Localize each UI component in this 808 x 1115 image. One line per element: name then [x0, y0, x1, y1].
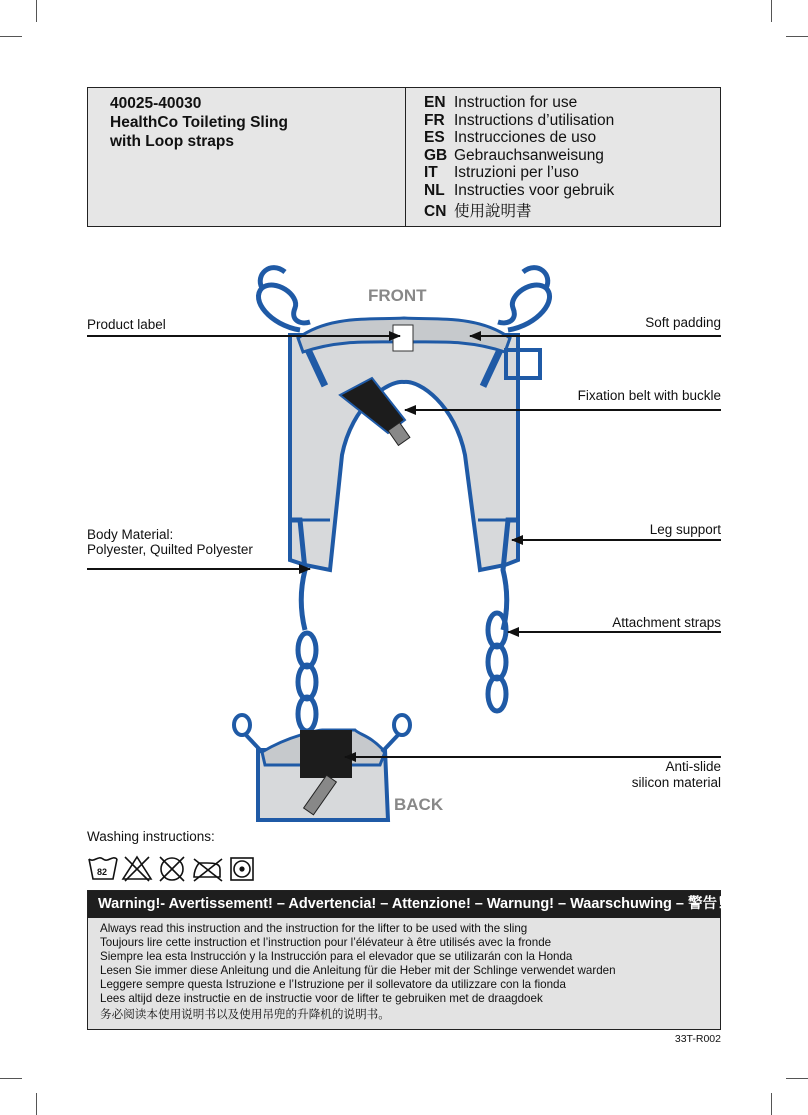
- no-iron-icon: [194, 859, 222, 881]
- back-label: BACK: [394, 795, 444, 814]
- warning-line: Lesen Sie immer diese Anleitung und die Anleitung für die Heber mit der Schlinge verwendet warden: [100, 964, 616, 977]
- back-view: [234, 715, 410, 820]
- crop-mark: [786, 36, 808, 37]
- header-box: [87, 87, 721, 227]
- washing-symbols: [87, 853, 257, 883]
- crop-mark: [771, 0, 772, 22]
- callout-fixation-belt: Fixation belt with buckle: [577, 388, 721, 403]
- svg-text:82: 82: [97, 867, 108, 877]
- warning-box: [87, 890, 751, 1030]
- language-row: [424, 164, 579, 182]
- lang-code: NL: [424, 181, 445, 199]
- lang-code: ES: [424, 129, 445, 146]
- callout-product-label: Product label: [87, 317, 166, 332]
- lang-text: Instrucciones de uso: [454, 129, 597, 146]
- top-left-loop-strap: [258, 268, 310, 330]
- crop-mark: [771, 1093, 772, 1115]
- lang-code: EN: [424, 94, 446, 111]
- language-row: [424, 199, 532, 221]
- crop-mark: [36, 1093, 37, 1115]
- callout-body-material-detail: Polyester, Quilted Polyester: [87, 542, 253, 557]
- lang-text: Instruction for use: [454, 94, 578, 111]
- crop-mark: [0, 36, 22, 37]
- language-row: [424, 147, 604, 165]
- product-name: HealthCo Toileting Sling: [110, 114, 288, 131]
- lang-code: FR: [424, 111, 445, 129]
- product-label-tag: [393, 325, 413, 351]
- no-dryclean-icon: [160, 857, 184, 881]
- washing-title: Washing instructions:: [87, 829, 215, 844]
- warning-line: Siempre lea esta Instrucción y la Instrucción para el elevador que se utilizarán con la Honda: [100, 950, 573, 963]
- warning-line: Toujours lire cette instruction et l’instruction pour l’élévateur à être utilisés avec la fronde: [100, 936, 552, 949]
- callout-anti-slide-detail: silicon material: [631, 775, 721, 790]
- warning-line: Leggere sempre questa Istruzione e l’Istruzione per il sollevatore da utilizzare con la fionda: [100, 978, 566, 991]
- front-label: FRONT: [368, 286, 427, 305]
- language-row: [424, 182, 614, 200]
- sling-body: [290, 335, 518, 570]
- wash-82-icon: [89, 858, 117, 879]
- lang-code: CN: [424, 203, 447, 220]
- callout-body-material: Body Material:: [87, 527, 174, 542]
- tumble-dry-icon: [231, 858, 253, 880]
- language-row: [424, 112, 614, 130]
- lang-text: 使用說明書: [454, 203, 532, 220]
- lang-text: Instructions d’utilisation: [454, 111, 615, 129]
- crop-mark: [786, 1078, 808, 1079]
- language-row: [424, 129, 596, 147]
- lang-code: GB: [424, 146, 448, 164]
- lang-text: Instructies voor gebruik: [454, 181, 615, 199]
- lang-text: Istruzioni per l’uso: [454, 164, 579, 181]
- callout-anti-slide: Anti-slide: [665, 759, 721, 774]
- left-attachment-loops: [298, 633, 316, 731]
- warning-heading: Warning!- Avertissement! – Advertencia! – Attenzione! – Warnung! – Waarschuwing – 警告！ 請: [88, 891, 720, 918]
- warning-line: 务必阅读本使用说明书以及使用吊兜的升降机的说明书。: [100, 1008, 390, 1021]
- lang-text: Gebrauchsanweisung: [454, 146, 604, 164]
- top-right-loop-strap: [498, 268, 550, 330]
- document-code: 33T-R002: [674, 1033, 721, 1045]
- product-code: 40025-40030: [110, 95, 202, 112]
- warning-line: Always read this instruction and the instruction for the lifter to be used with the sling: [100, 922, 528, 935]
- callout-leg-support: Leg support: [649, 522, 721, 537]
- no-bleach-icon: [123, 857, 151, 881]
- product-name-cont: with Loop straps: [110, 133, 234, 150]
- language-row: [424, 94, 577, 112]
- callout-attachment-straps: Attachment straps: [612, 615, 721, 630]
- product-title-cell: [88, 88, 406, 226]
- callout-soft-padding: Soft padding: [645, 315, 721, 330]
- crop-mark: [36, 0, 37, 22]
- warning-line: Lees altijd deze instructie en de instructie voor de lifter te gebruiken met de draagdoek: [100, 992, 543, 1005]
- lang-code: IT: [424, 164, 438, 181]
- crop-mark: [0, 1078, 22, 1079]
